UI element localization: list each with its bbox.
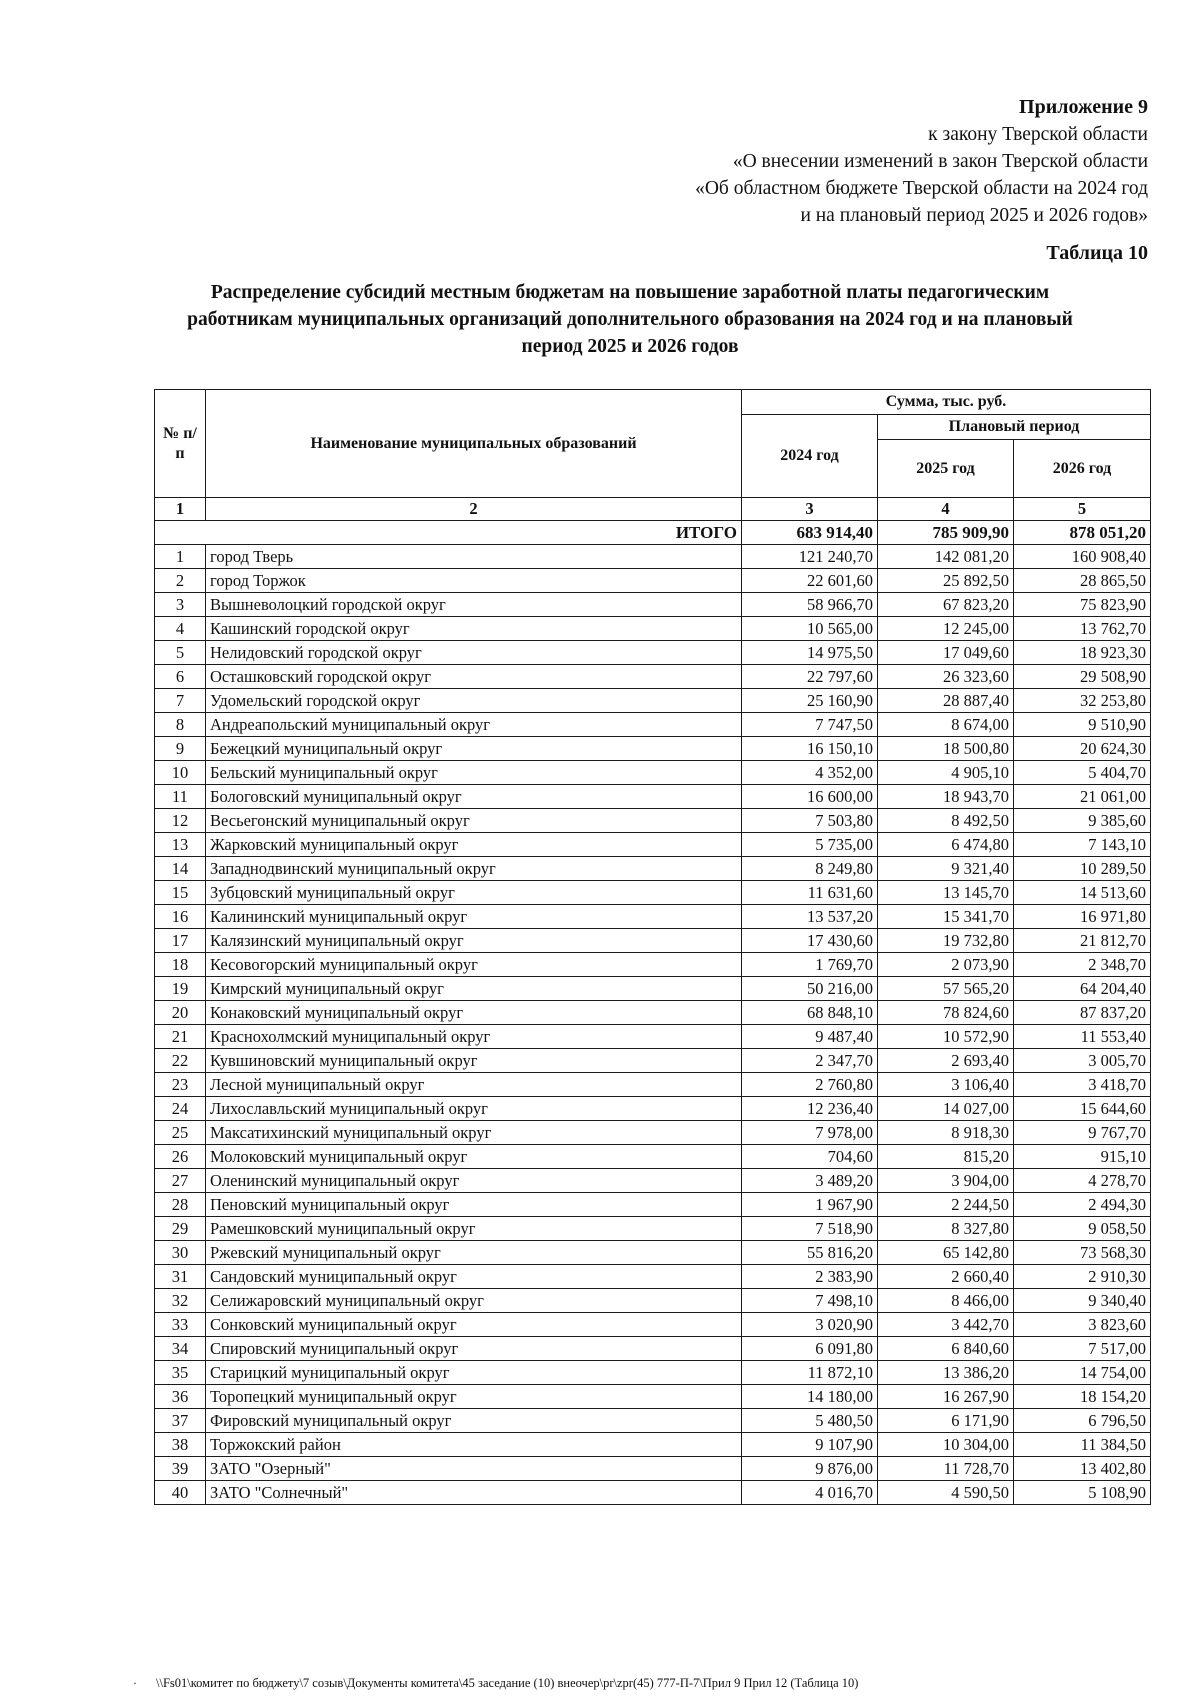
row-number: 10 — [155, 761, 206, 785]
row-number: 29 — [155, 1217, 206, 1241]
row-municipality: Спировский муниципальный округ — [206, 1337, 742, 1361]
row-2025: 8 327,80 — [878, 1217, 1014, 1241]
table-row — [155, 1097, 1151, 1121]
row-number: 24 — [155, 1097, 206, 1121]
table-row — [155, 881, 1151, 905]
row-municipality: Осташковский городской округ — [206, 665, 742, 689]
row-number: 39 — [155, 1457, 206, 1481]
row-number: 26 — [155, 1145, 206, 1169]
row-2026: 9 767,70 — [1014, 1121, 1151, 1145]
appendix-line: «Об областном бюджете Тверской области на 2024 год — [695, 178, 1148, 199]
table-row — [155, 665, 1151, 689]
row-2025: 2 693,40 — [878, 1049, 1014, 1073]
row-municipality: Старицкий муниципальный округ — [206, 1361, 742, 1385]
row-number: 12 — [155, 809, 206, 833]
row-municipality: Калязинский муниципальный округ — [206, 929, 742, 953]
row-number: 19 — [155, 977, 206, 1001]
row-2025: 2 073,90 — [878, 953, 1014, 977]
table-row — [155, 737, 1151, 761]
row-2026: 6 796,50 — [1014, 1409, 1151, 1433]
row-number: 21 — [155, 1025, 206, 1049]
header-2025: 2025 год — [878, 440, 1014, 498]
row-2024: 9 107,90 — [742, 1433, 878, 1457]
row-2024: 8 249,80 — [742, 857, 878, 881]
row-2024: 12 236,40 — [742, 1097, 878, 1121]
row-2026: 2 910,30 — [1014, 1265, 1151, 1289]
table-row — [155, 1241, 1151, 1265]
row-number: 17 — [155, 929, 206, 953]
row-2024: 14 975,50 — [742, 641, 878, 665]
row-number: 8 — [155, 713, 206, 737]
row-2024: 7 503,80 — [742, 809, 878, 833]
row-municipality: Оленинский муниципальный округ — [206, 1169, 742, 1193]
row-municipality: Калининский муниципальный округ — [206, 905, 742, 929]
table-row — [155, 1025, 1151, 1049]
row-2025: 6 171,90 — [878, 1409, 1014, 1433]
row-2026: 73 568,30 — [1014, 1241, 1151, 1265]
row-2025: 3 904,00 — [878, 1169, 1014, 1193]
row-municipality: Селижаровский муниципальный округ — [206, 1289, 742, 1313]
row-number: 33 — [155, 1313, 206, 1337]
row-2024: 7 747,50 — [742, 713, 878, 737]
header-name: Наименование муниципальных образований — [206, 390, 742, 498]
row-municipality: Зубцовский муниципальный округ — [206, 881, 742, 905]
row-municipality: Торжокский район — [206, 1433, 742, 1457]
row-municipality: Лихославльский муниципальный округ — [206, 1097, 742, 1121]
row-2026: 9 058,50 — [1014, 1217, 1151, 1241]
row-2026: 9 340,40 — [1014, 1289, 1151, 1313]
column-index: 4 — [878, 498, 1014, 521]
row-municipality: Кимрский муниципальный округ — [206, 977, 742, 1001]
header-2024: 2024 год — [742, 415, 878, 498]
row-2025: 8 674,00 — [878, 713, 1014, 737]
title-line: период 2025 и 2026 годов — [521, 336, 739, 357]
row-number: 2 — [155, 569, 206, 593]
row-2024: 10 565,00 — [742, 617, 878, 641]
row-2026: 3 005,70 — [1014, 1049, 1151, 1073]
row-2024: 2 383,90 — [742, 1265, 878, 1289]
row-2025: 815,20 — [878, 1145, 1014, 1169]
table-row — [155, 689, 1151, 713]
row-2025: 10 304,00 — [878, 1433, 1014, 1457]
row-2025: 8 918,30 — [878, 1121, 1014, 1145]
row-2026: 14 754,00 — [1014, 1361, 1151, 1385]
table-row — [155, 833, 1151, 857]
row-number: 30 — [155, 1241, 206, 1265]
row-2024: 7 498,10 — [742, 1289, 878, 1313]
row-2024: 7 518,90 — [742, 1217, 878, 1241]
row-2026: 75 823,90 — [1014, 593, 1151, 617]
row-2026: 10 289,50 — [1014, 857, 1151, 881]
row-2024: 3 020,90 — [742, 1313, 878, 1337]
row-municipality: Жарковский муниципальный округ — [206, 833, 742, 857]
row-2026: 5 108,90 — [1014, 1481, 1151, 1505]
row-number: 34 — [155, 1337, 206, 1361]
row-municipality: Торопецкий муниципальный округ — [206, 1385, 742, 1409]
row-2024: 55 816,20 — [742, 1241, 878, 1265]
row-2025: 57 565,20 — [878, 977, 1014, 1001]
row-2026: 4 278,70 — [1014, 1169, 1151, 1193]
row-2026: 87 837,20 — [1014, 1001, 1151, 1025]
row-2026: 16 971,80 — [1014, 905, 1151, 929]
row-2026: 7 517,00 — [1014, 1337, 1151, 1361]
row-municipality: Кувшиновский муниципальный округ — [206, 1049, 742, 1073]
table-row — [155, 1385, 1151, 1409]
row-2025: 10 572,90 — [878, 1025, 1014, 1049]
row-2026: 3 823,60 — [1014, 1313, 1151, 1337]
document-title — [150, 279, 1110, 360]
row-number: 14 — [155, 857, 206, 881]
table-row — [155, 1265, 1151, 1289]
row-2026: 3 418,70 — [1014, 1073, 1151, 1097]
table-row — [155, 713, 1151, 737]
row-number: 7 — [155, 689, 206, 713]
row-municipality: Максатихинский муниципальный округ — [206, 1121, 742, 1145]
row-2024: 50 216,00 — [742, 977, 878, 1001]
row-municipality: Ржевский муниципальный округ — [206, 1241, 742, 1265]
row-number: 28 — [155, 1193, 206, 1217]
row-2025: 16 267,90 — [878, 1385, 1014, 1409]
table-row — [155, 1481, 1151, 1505]
row-2025: 8 492,50 — [878, 809, 1014, 833]
row-2025: 17 049,60 — [878, 641, 1014, 665]
row-2025: 12 245,00 — [878, 617, 1014, 641]
row-2025: 13 386,20 — [878, 1361, 1014, 1385]
row-2025: 67 823,20 — [878, 593, 1014, 617]
row-number: 1 — [155, 545, 206, 569]
total-2024: 683 914,40 — [742, 521, 878, 545]
row-2024: 704,60 — [742, 1145, 878, 1169]
table-row — [155, 953, 1151, 977]
row-number: 36 — [155, 1385, 206, 1409]
row-2026: 160 908,40 — [1014, 545, 1151, 569]
table-row — [155, 1001, 1151, 1025]
row-2026: 64 204,40 — [1014, 977, 1151, 1001]
table-row — [155, 1217, 1151, 1241]
row-2026: 915,10 — [1014, 1145, 1151, 1169]
row-number: 37 — [155, 1409, 206, 1433]
table-row — [155, 1121, 1151, 1145]
header-2026: 2026 год — [1014, 440, 1151, 498]
row-2024: 17 430,60 — [742, 929, 878, 953]
row-2026: 13 402,80 — [1014, 1457, 1151, 1481]
row-2026: 15 644,60 — [1014, 1097, 1151, 1121]
row-2024: 16 600,00 — [742, 785, 878, 809]
header-planned: Плановый период — [878, 415, 1151, 440]
row-2025: 13 145,70 — [878, 881, 1014, 905]
table-row — [155, 1337, 1151, 1361]
row-municipality: Фировский муниципальный округ — [206, 1409, 742, 1433]
row-2024: 1 769,70 — [742, 953, 878, 977]
row-2025: 3 442,70 — [878, 1313, 1014, 1337]
row-municipality: Бежецкий муниципальный округ — [206, 737, 742, 761]
row-2025: 2 244,50 — [878, 1193, 1014, 1217]
row-2024: 13 537,20 — [742, 905, 878, 929]
row-2026: 13 762,70 — [1014, 617, 1151, 641]
row-2024: 3 489,20 — [742, 1169, 878, 1193]
row-2025: 142 081,20 — [878, 545, 1014, 569]
row-number: 27 — [155, 1169, 206, 1193]
column-index: 5 — [1014, 498, 1151, 521]
row-2024: 7 978,00 — [742, 1121, 878, 1145]
row-2025: 26 323,60 — [878, 665, 1014, 689]
row-2025: 4 590,50 — [878, 1481, 1014, 1505]
total-2025: 785 909,90 — [878, 521, 1014, 545]
row-2026: 9 510,90 — [1014, 713, 1151, 737]
row-number: 25 — [155, 1121, 206, 1145]
row-2025: 15 341,70 — [878, 905, 1014, 929]
row-number: 40 — [155, 1481, 206, 1505]
row-2024: 4 016,70 — [742, 1481, 878, 1505]
row-2024: 14 180,00 — [742, 1385, 878, 1409]
row-2025: 25 892,50 — [878, 569, 1014, 593]
row-2025: 78 824,60 — [878, 1001, 1014, 1025]
row-number: 5 — [155, 641, 206, 665]
row-2024: 58 966,70 — [742, 593, 878, 617]
appendix-title: Приложение 9 — [1019, 96, 1148, 118]
row-municipality: Конаковский муниципальный округ — [206, 1001, 742, 1025]
table-label: Таблица 10 — [1046, 242, 1148, 264]
table-row — [155, 641, 1151, 665]
row-municipality: Удомельский городской округ — [206, 689, 742, 713]
table-row — [155, 761, 1151, 785]
row-number: 22 — [155, 1049, 206, 1073]
header-num: № п/п — [155, 390, 206, 498]
row-municipality: Нелидовский городской округ — [206, 641, 742, 665]
row-2025: 18 500,80 — [878, 737, 1014, 761]
row-2026: 18 154,20 — [1014, 1385, 1151, 1409]
table-row — [155, 1409, 1151, 1433]
total-2026: 878 051,20 — [1014, 521, 1151, 545]
table-row — [155, 1193, 1151, 1217]
appendix-header — [528, 94, 1148, 229]
appendix-line: к закону Тверской области — [928, 124, 1148, 145]
column-index: 3 — [742, 498, 878, 521]
table-row — [155, 593, 1151, 617]
row-municipality: Бельский муниципальный округ — [206, 761, 742, 785]
row-municipality: Западнодвинский муниципальный округ — [206, 857, 742, 881]
row-number: 31 — [155, 1265, 206, 1289]
row-2025: 14 027,00 — [878, 1097, 1014, 1121]
row-municipality: Сандовский муниципальный округ — [206, 1265, 742, 1289]
row-number: 35 — [155, 1361, 206, 1385]
row-2026: 2 348,70 — [1014, 953, 1151, 977]
table-row — [155, 1457, 1151, 1481]
row-2026: 11 384,50 — [1014, 1433, 1151, 1457]
row-number: 6 — [155, 665, 206, 689]
row-2025: 6 840,60 — [878, 1337, 1014, 1361]
row-municipality: ЗАТО "Солнечный" — [206, 1481, 742, 1505]
row-2024: 16 150,10 — [742, 737, 878, 761]
table-row — [155, 569, 1151, 593]
row-2024: 6 091,80 — [742, 1337, 878, 1361]
row-number: 15 — [155, 881, 206, 905]
row-2026: 21 061,00 — [1014, 785, 1151, 809]
row-2025: 4 905,10 — [878, 761, 1014, 785]
row-number: 23 — [155, 1073, 206, 1097]
row-2026: 18 923,30 — [1014, 641, 1151, 665]
row-2025: 19 732,80 — [878, 929, 1014, 953]
row-2025: 28 887,40 — [878, 689, 1014, 713]
table-row — [155, 809, 1151, 833]
row-municipality: Вышневолоцкий городской округ — [206, 593, 742, 617]
row-municipality: Весьегонский муниципальный округ — [206, 809, 742, 833]
table-row — [155, 977, 1151, 1001]
row-2024: 2 760,80 — [742, 1073, 878, 1097]
row-number: 32 — [155, 1289, 206, 1313]
row-number: 4 — [155, 617, 206, 641]
footer-bullet: · — [133, 1676, 137, 1690]
row-2024: 25 160,90 — [742, 689, 878, 713]
row-2024: 22 797,60 — [742, 665, 878, 689]
row-2024: 68 848,10 — [742, 1001, 878, 1025]
row-municipality: Рамешковский муниципальный округ — [206, 1217, 742, 1241]
row-municipality: Кашинский городской округ — [206, 617, 742, 641]
header-sum: Сумма, тыс. руб. — [742, 390, 1151, 415]
title-line: Распределение субсидий местным бюджетам на повышение заработной платы педагогическим — [210, 282, 1050, 303]
row-number: 20 — [155, 1001, 206, 1025]
row-2025: 65 142,80 — [878, 1241, 1014, 1265]
row-2024: 11 872,10 — [742, 1361, 878, 1385]
row-municipality: Лесной муниципальный округ — [206, 1073, 742, 1097]
row-2026: 14 513,60 — [1014, 881, 1151, 905]
appendix-line: и на плановый период 2025 и 2026 годов» — [800, 205, 1148, 226]
row-2024: 5 480,50 — [742, 1409, 878, 1433]
row-2024: 9 487,40 — [742, 1025, 878, 1049]
row-number: 11 — [155, 785, 206, 809]
table-row — [155, 905, 1151, 929]
row-number: 16 — [155, 905, 206, 929]
row-2024: 1 967,90 — [742, 1193, 878, 1217]
table-row — [155, 929, 1151, 953]
row-municipality: город Тверь — [206, 545, 742, 569]
row-2026: 21 812,70 — [1014, 929, 1151, 953]
row-municipality: Андреапольский муниципальный округ — [206, 713, 742, 737]
table-row — [155, 1145, 1151, 1169]
row-2026: 2 494,30 — [1014, 1193, 1151, 1217]
row-2025: 9 321,40 — [878, 857, 1014, 881]
row-2026: 9 385,60 — [1014, 809, 1151, 833]
row-municipality: ЗАТО "Озерный" — [206, 1457, 742, 1481]
row-2026: 29 508,90 — [1014, 665, 1151, 689]
table-row — [155, 1169, 1151, 1193]
table-row — [155, 617, 1151, 641]
row-number: 9 — [155, 737, 206, 761]
row-municipality: Сонковский муниципальный округ — [206, 1313, 742, 1337]
table-body — [155, 545, 1151, 1505]
row-2025: 6 474,80 — [878, 833, 1014, 857]
table-row — [155, 1073, 1151, 1097]
row-2024: 11 631,60 — [742, 881, 878, 905]
row-municipality: Краснохолмский муниципальный округ — [206, 1025, 742, 1049]
row-municipality: город Торжок — [206, 569, 742, 593]
row-2026: 7 143,10 — [1014, 833, 1151, 857]
row-2026: 5 404,70 — [1014, 761, 1151, 785]
row-2024: 121 240,70 — [742, 545, 878, 569]
row-2025: 8 466,00 — [878, 1289, 1014, 1313]
table-row — [155, 1289, 1151, 1313]
row-municipality: Молоковский муниципальный округ — [206, 1145, 742, 1169]
row-2024: 5 735,00 — [742, 833, 878, 857]
table-row — [155, 785, 1151, 809]
title-line: работникам муниципальных организаций дополнительного образования на 2024 год и на плановый — [187, 309, 1073, 330]
row-2026: 20 624,30 — [1014, 737, 1151, 761]
table-row — [155, 857, 1151, 881]
row-municipality: Бологовский муниципальный округ — [206, 785, 742, 809]
total-label: ИТОГО — [155, 521, 742, 545]
subsidy-table — [154, 389, 1151, 1505]
row-number: 38 — [155, 1433, 206, 1457]
row-2025: 2 660,40 — [878, 1265, 1014, 1289]
row-2026: 32 253,80 — [1014, 689, 1151, 713]
row-municipality: Кесовогорский муниципальный округ — [206, 953, 742, 977]
row-2026: 11 553,40 — [1014, 1025, 1151, 1049]
row-2026: 28 865,50 — [1014, 569, 1151, 593]
row-number: 3 — [155, 593, 206, 617]
row-2025: 11 728,70 — [878, 1457, 1014, 1481]
row-2024: 4 352,00 — [742, 761, 878, 785]
table-row — [155, 1049, 1151, 1073]
footer-file-path: \\Fs01\комитет по бюджету\7 созыв\Документы комитета\45 заседание (10) внеочер\pr\zpr(45) 777-П-7\Прил 9 Прил 12 (Таблица 10) — [156, 1676, 859, 1690]
row-number: 18 — [155, 953, 206, 977]
table-row — [155, 1361, 1151, 1385]
column-index: 1 — [155, 498, 206, 521]
table-row — [155, 1313, 1151, 1337]
column-index: 2 — [206, 498, 742, 521]
row-2025: 3 106,40 — [878, 1073, 1014, 1097]
row-2025: 18 943,70 — [878, 785, 1014, 809]
row-number: 13 — [155, 833, 206, 857]
table-row — [155, 1433, 1151, 1457]
row-municipality: Пеновский муниципальный округ — [206, 1193, 742, 1217]
table-row — [155, 545, 1151, 569]
row-2024: 2 347,70 — [742, 1049, 878, 1073]
row-2024: 22 601,60 — [742, 569, 878, 593]
appendix-line: «О внесении изменений в закон Тверской области — [732, 151, 1148, 172]
row-2024: 9 876,00 — [742, 1457, 878, 1481]
